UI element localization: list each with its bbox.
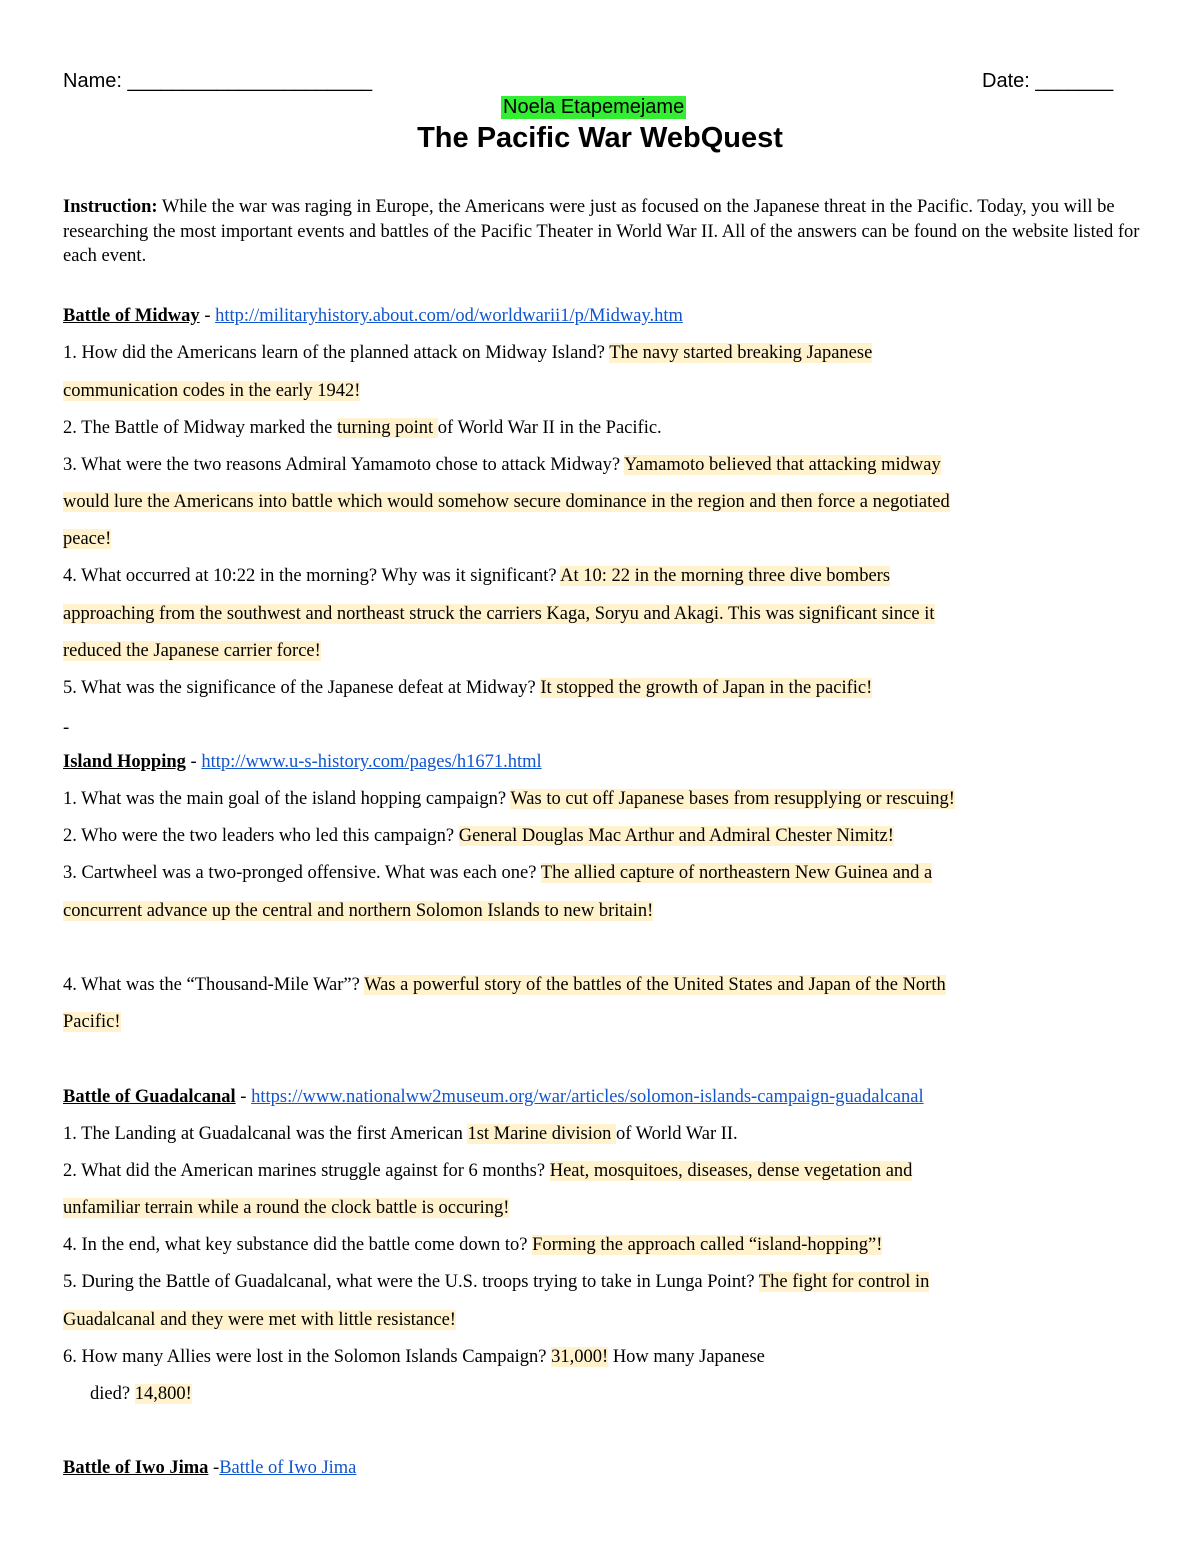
- guadalcanal-q6: 6. How many Allies were lost in the Solomon Islands Campaign? 31,000! How many Japanese: [63, 1347, 765, 1367]
- midway-a4-cont1: approaching from the southwest and northeast struck the carriers Kaga, Soryu and Akagi. This was significant since it: [63, 604, 935, 624]
- midway-q5: 5. What was the significance of the Japanese defeat at Midway? It stopped the growth of Japan in the pacific!: [63, 678, 873, 698]
- answer-text: 31,000!: [551, 1347, 609, 1367]
- guadalcanal-q1: 1. The Landing at Guadalcanal was the first American 1st Marine division of World War II.: [63, 1124, 738, 1144]
- answer-text: Was a powerful story of the battles of the United States and Japan of the North: [364, 975, 946, 995]
- answer-text: turning point: [337, 418, 438, 438]
- answer-text: 1st Marine division: [467, 1124, 616, 1144]
- midway-q1: 1. How did the Americans learn of the planned attack on Midway Island? The navy started breaking Japanese: [63, 343, 873, 363]
- island-heading: Island Hopping: [63, 752, 186, 772]
- midway-a1-cont: communication codes in the early 1942!: [63, 381, 361, 401]
- midway-heading: Battle of Midway: [63, 306, 200, 326]
- guadalcanal-a5-cont: Guadalcanal and they were met with little resistance!: [63, 1310, 456, 1330]
- answer-text: The allied capture of northeastern New Guinea and a: [540, 863, 933, 883]
- guadalcanal-q6-cont: died? 14,800!: [90, 1384, 192, 1404]
- iwojima-heading-line: Battle of Iwo Jima -Battle of Iwo Jima: [63, 1458, 357, 1478]
- midway-q4: 4. What occurred at 10:22 in the morning? Why was it significant? At 10: 22 in the morning three dive bombers: [63, 566, 891, 586]
- page-title: The Pacific War WebQuest: [417, 122, 783, 154]
- midway-link[interactable]: http://militaryhistory.about.com/od/worldwarii1/p/Midway.htm: [215, 306, 683, 326]
- island-q3: 3. Cartwheel was a two-pronged offensive. What was each one? The allied capture of northeastern New Guinea and a: [63, 863, 933, 883]
- midway-a3-cont2: peace!: [63, 529, 112, 549]
- midway-a3-cont1: would lure the Americans into battle which would somehow secure dominance in the region and then force a negotiated: [63, 492, 950, 512]
- midway-a4-cont2: reduced the Japanese carrier force!: [63, 641, 321, 661]
- island-q1: 1. What was the main goal of the island hopping campaign? Was to cut off Japanese bases from resupplying or rescuing!: [63, 789, 955, 809]
- island-a3-cont: concurrent advance up the central and northern Solomon Islands to new britain!: [63, 901, 654, 921]
- guadalcanal-heading: Battle of Guadalcanal: [63, 1087, 236, 1107]
- answer-text: Was to cut off Japanese bases from resupplying or rescuing!: [510, 789, 955, 809]
- iwojima-heading: Battle of Iwo Jima: [63, 1458, 209, 1478]
- midway-dash: -: [63, 718, 70, 738]
- answer-text: Heat, mosquitoes, diseases, dense vegetation and: [549, 1161, 913, 1181]
- guadalcanal-q2: 2. What did the American marines struggle against for 6 months? Heat, mosquitoes, diseases, dense vegetation and: [63, 1161, 913, 1181]
- name-field: Name: ______________________: [63, 70, 373, 92]
- midway-q3: 3. What were the two reasons Admiral Yamamoto chose to attack Midway? Yamamoto believed that attacking midway: [63, 455, 941, 475]
- island-link[interactable]: http://www.u-s-history.com/pages/h1671.html: [201, 752, 542, 772]
- instruction-paragraph: [63, 195, 1143, 269]
- answer-text: Forming the approach called “island-hopping”!: [532, 1235, 883, 1255]
- iwojima-link[interactable]: Battle of Iwo Jima: [219, 1458, 357, 1478]
- midway-q2: 2. The Battle of Midway marked the turning point of World War II in the Pacific.: [63, 418, 662, 438]
- guadalcanal-heading-line: Battle of Guadalcanal - https://www.nationalww2museum.org/war/articles/solomon-islands-campaign-guadalcanal: [63, 1087, 924, 1107]
- midway-heading-line: Battle of Midway - http://militaryhistory.about.com/od/worldwarii1/p/Midway.htm: [63, 306, 683, 326]
- answer-text: At 10: 22 in the morning three dive bombers: [560, 566, 891, 586]
- answer-text: General Douglas Mac Arthur and Admiral Chester Nimitz!: [458, 826, 894, 846]
- answer-text: Yamamoto believed that attacking midway: [624, 455, 941, 475]
- guadalcanal-q5: 5. During the Battle of Guadalcanal, what were the U.S. troops trying to take in Lunga Point? The fight for control in: [63, 1272, 930, 1292]
- answer-text: The navy started breaking Japanese: [609, 343, 873, 363]
- student-name: Noela Etapemejame: [503, 96, 685, 118]
- answer-text: 14,800!: [134, 1384, 192, 1404]
- date-field: Date: _______: [982, 70, 1114, 92]
- guadalcanal-link[interactable]: https://www.nationalww2museum.org/war/articles/solomon-islands-campaign-guadalcanal: [251, 1087, 924, 1107]
- instruction-text: While the war was raging in Europe, the Americans were just as focused on the Japanese threat in the Pacific. Today, you will be researching the most important events and battles of the Pacific Theater in World War II. All of the answers can be found on the website listed for each event.: [63, 197, 1140, 266]
- guadalcanal-q4: 4. In the end, what key substance did the battle come down to? Forming the approach called “island-hopping”!: [63, 1235, 883, 1255]
- island-q2: 2. Who were the two leaders who led this campaign? General Douglas Mac Arthur and Admiral Chester Nimitz!: [63, 826, 894, 846]
- island-heading-line: Island Hopping - http://www.u-s-history.com/pages/h1671.html: [63, 752, 542, 772]
- instruction-label: Instruction:: [63, 197, 158, 217]
- answer-text: It stopped the growth of Japan in the pacific!: [540, 678, 873, 698]
- island-a4-cont: Pacific!: [63, 1012, 121, 1032]
- island-q4: 4. What was the “Thousand-Mile War”? Was a powerful story of the battles of the United States and Japan of the North: [63, 975, 946, 995]
- answer-text: The fight for control in: [758, 1272, 930, 1292]
- guadalcanal-a2-cont: unfamiliar terrain while a round the clock battle is occuring!: [63, 1198, 510, 1218]
